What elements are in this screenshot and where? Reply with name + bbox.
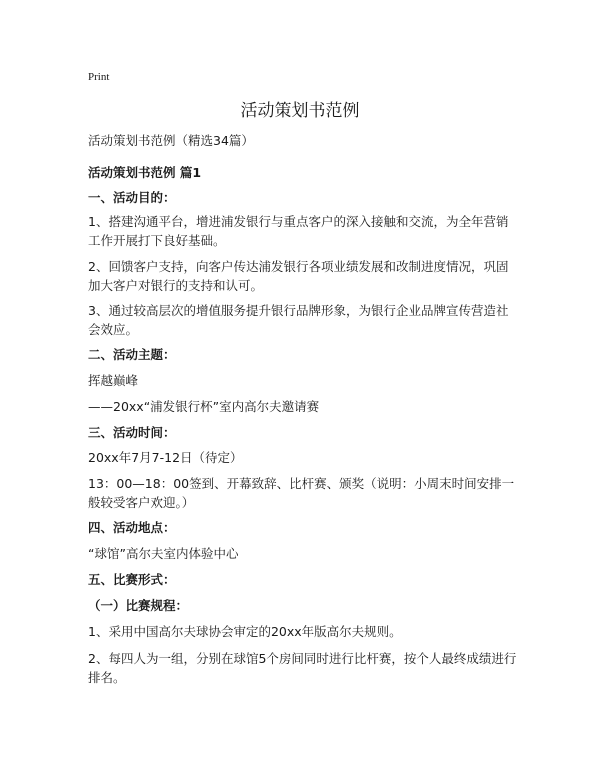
paragraph: 挥越巅峰 (88, 373, 139, 388)
section-heading: 四、活动地点： (88, 520, 176, 535)
paragraph: ——20xx“浦发银行杯”室内高尔夫邀请赛 (88, 399, 320, 414)
section-heading: 二、活动主题： (88, 347, 176, 362)
paragraph: 13：00—18：00签到、开幕致辞、比杆赛、颁奖（说明：小周末时间安排一般较受客户欢迎。） (88, 476, 515, 510)
paragraph: 1、采用中国高尔夫球协会审定的20xx年版高尔夫规则。 (88, 624, 402, 639)
subtitle: 活动策划书范例（精选34篇） (88, 133, 254, 148)
paragraph: 1、搭建沟通平台，增进浦发银行与重点客户的深入接触和交流，为全年营销工作开展打下良好基础。 (88, 214, 509, 248)
subsection-heading: （一）比赛规程： (88, 598, 189, 613)
section-heading: 五、比赛形式： (88, 572, 176, 587)
document-title: 活动策划书范例 (240, 101, 360, 121)
paragraph: 3、通过较高层次的增值服务提升银行品牌形象，为银行企业品牌宣传营造社会效应。 (88, 303, 509, 337)
paragraph: “球馆”高尔夫室内体验中心 (88, 546, 239, 561)
paragraph: 2、回馈客户支持，向客户传达浦发银行各项业绩发展和改制进度情况，巩固加大客户对银行的支持和认可。 (88, 259, 509, 293)
paragraph: 20xx年7月7-12日（待定） (88, 450, 243, 465)
paragraph: 2、每四人为一组，分别在球馆5个房间同时进行比杆赛，按个人最终成绩进行排名。 (88, 651, 517, 685)
section-heading: 三、活动时间： (88, 425, 176, 440)
section-heading: 一、活动目的： (88, 190, 176, 205)
article-heading: 活动策划书范例 篇1 (88, 165, 202, 180)
print-label: Print (88, 71, 110, 83)
